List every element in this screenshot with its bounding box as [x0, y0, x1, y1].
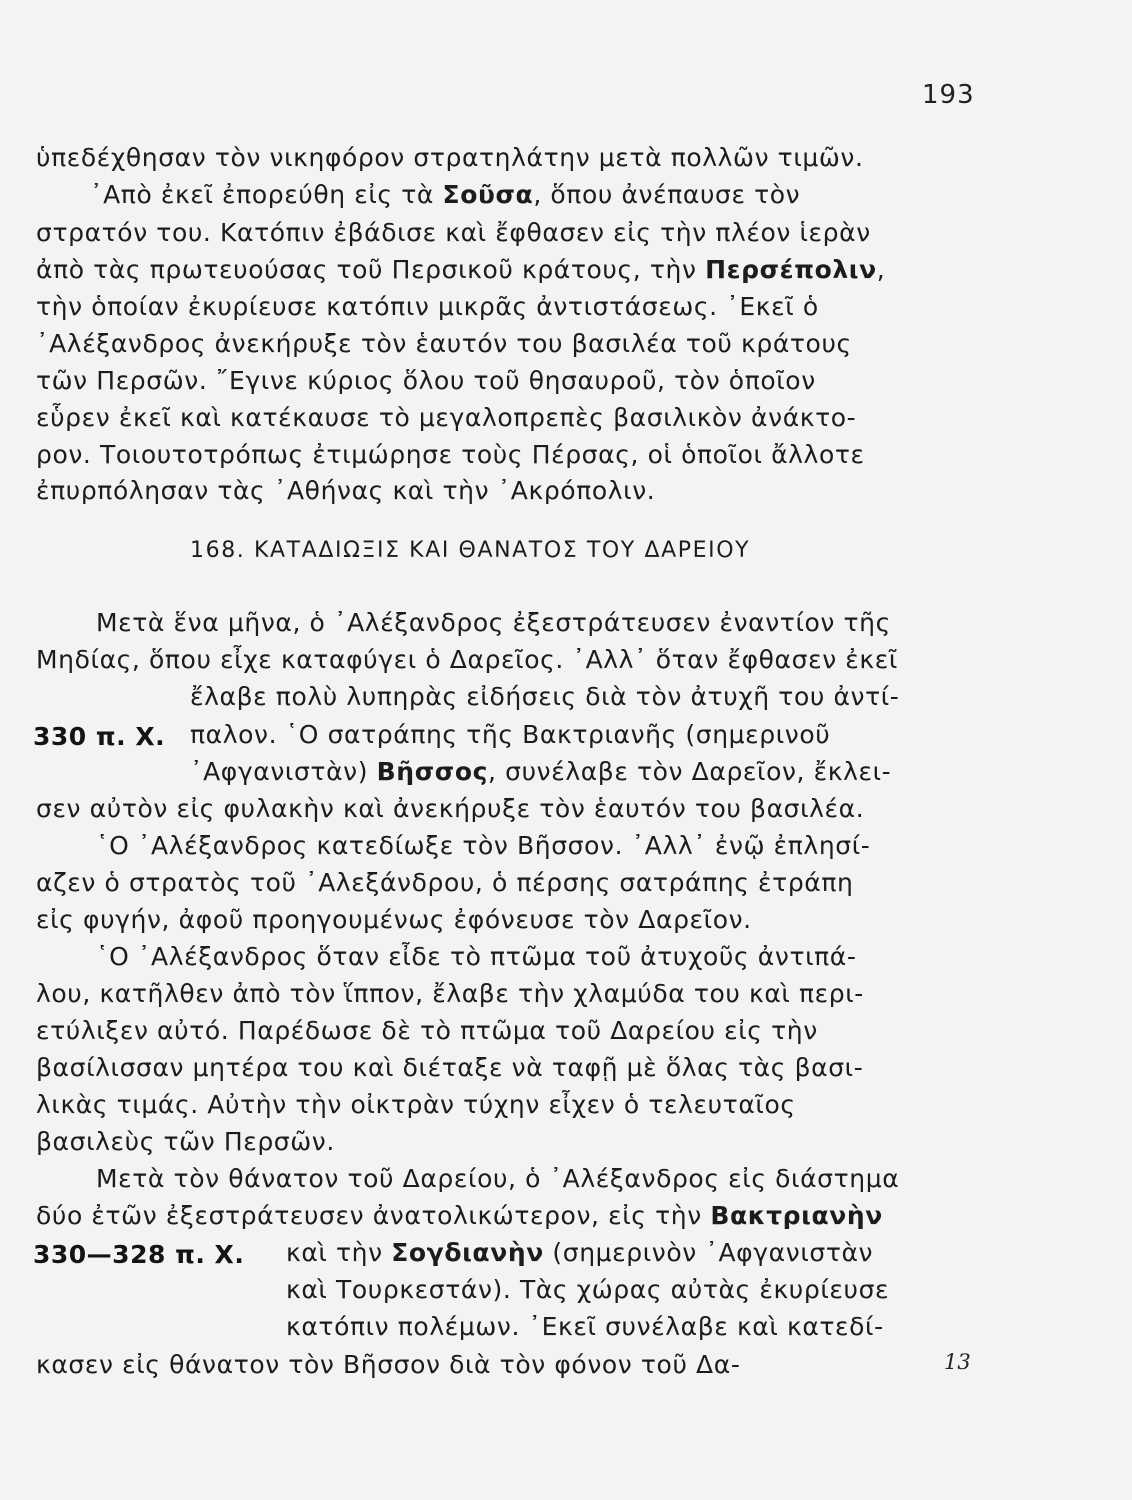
- text-run: (σημερινὸν ᾿Αφγανιστὰν: [543, 1238, 874, 1267]
- text-line: [286, 1275, 889, 1305]
- text-line: [36, 1016, 818, 1046]
- text-run: καὶ τὴν: [286, 1238, 392, 1267]
- text-run: ἐπυρπόλησαν τὰς ᾿Αθήνας καὶ τὴν ᾿Ακρόπολιν.: [36, 476, 656, 505]
- text-run: παλον. ῾Ο σατράπης τῆς Βακτριανῆς (σημερινοῦ: [190, 720, 831, 749]
- text-run: Μετὰ τὸν θάνατον τοῦ Δαρείου, ὁ ᾿Αλέξανδρος εἰς διάστημα: [96, 1164, 900, 1193]
- text-line: [36, 1350, 740, 1380]
- text-run: βασιλεὺς τῶν Περσῶν.: [36, 1127, 335, 1156]
- text-run: λου, κατῆλθεν ἀπὸ τὸν ἵππον, ἔλαβε τὴν χλαμύδα του καὶ περι-: [36, 979, 864, 1008]
- text-line: [36, 1090, 796, 1120]
- text-run: ,: [876, 255, 886, 284]
- margin-date-330-328: 330—328 π. Χ.: [33, 1240, 245, 1269]
- text-line: [190, 720, 830, 750]
- text-line: [36, 905, 752, 935]
- text-run: κασεν εἰς θάνατον τὸν Βῆσσον διὰ τὸν φόνον τοῦ Δα-: [36, 1350, 741, 1379]
- text-line: [190, 682, 899, 712]
- text-run: ἀπὸ τὰς πρωτευούσας τοῦ Περσικοῦ κράτους, τὴν: [36, 255, 706, 284]
- text-line: [96, 1164, 899, 1194]
- text-line: [36, 868, 853, 898]
- section-heading: 168. ΚΑΤΑΔΙΩΞΙΣ ΚΑΙ ΘΑΝΑΤΟΣ ΤΟΥ ΔΑΡΕΙΟΥ: [190, 538, 751, 563]
- text-run: βασίλισσαν μητέρα του καὶ διέταξε νὰ ταφῇ μὲ ὅλας τὰς βασι-: [36, 1053, 864, 1082]
- text-run: λικὰς τιμάς. Αὐτὴν τὴν οἰκτρὰν τύχην εἶχεν ὁ τελευταῖος: [36, 1090, 796, 1119]
- text-run: ᾿Αφγανιστὰν): [190, 757, 377, 786]
- text-run: αζεν ὁ στρατὸς τοῦ ᾿Αλεξάνδρου, ὁ πέρσης σατράπης ἐτράπη: [36, 868, 854, 897]
- text-run: ῾Ο ᾿Αλέξανδρος ὅταν εἶδε τὸ πτῶμα τοῦ ἀτυχοῦς ἀντιπά-: [96, 942, 857, 971]
- margin-date-330: 330 π. Χ.: [33, 722, 166, 751]
- emphasized-term: Σογδιανὴν: [391, 1238, 544, 1267]
- text-run: ρον. Τοιουτοτρόπως ἐτιμώρησε τοὺς Πέρσας, οἱ ὁποῖοι ἄλλοτε: [36, 440, 865, 469]
- text-line: [36, 292, 819, 322]
- text-line: [36, 366, 816, 396]
- text-line: [96, 608, 891, 638]
- text-line: [286, 1238, 873, 1268]
- text-run: Μηδίας, ὅπου εἶχε καταφύγει ὁ Δαρεῖος. ᾿Αλλ᾿ ὅταν ἔφθασεν ἐκεῖ: [36, 645, 898, 674]
- text-run: δύο ἐτῶν ἐξεστράτευσεν ἀνατολικώτερον, εἰς τὴν: [36, 1201, 711, 1230]
- text-line: [36, 979, 864, 1009]
- text-line: [36, 645, 898, 675]
- text-run: εὗρεν ἐκεῖ καὶ κατέκαυσε τὸ μεγαλοπρεπὲς βασιλικὸν ἀνάκτο-: [36, 403, 857, 432]
- text-line: [36, 1127, 335, 1157]
- text-run: Μετὰ ἕνα μῆνα, ὁ ᾿Αλέξανδρος ἐξεστράτευσεν ἐναντίον τῆς: [96, 608, 891, 637]
- emphasized-term: Βῆσσος: [376, 757, 489, 786]
- signature-mark: 13: [944, 1350, 971, 1374]
- text-run: ετύλιξεν αὐτό. Παρέδωσε δὲ τὸ πτῶμα τοῦ Δαρείου εἰς τὴν: [36, 1016, 818, 1045]
- text-line: [36, 476, 655, 506]
- text-line: [286, 1312, 884, 1342]
- page-number: 193: [922, 80, 975, 110]
- text-run: τῶν Περσῶν. ῎Εγινε κύριος ὅλου τοῦ θησαυροῦ, τὸν ὁποῖον: [36, 366, 816, 395]
- text-run: εἰς φυγήν, ἀφοῦ προηγουμένως ἐφόνευσε τὸν Δαρεῖον.: [36, 905, 752, 934]
- text-line: [36, 1201, 883, 1231]
- text-run: , συνέλαβε τὸν Δαρεῖον, ἔκλει-: [488, 757, 892, 786]
- text-run: , ὅπου ἀνέπαυσε τὸν: [533, 180, 801, 209]
- text-run: σεν αὐτὸν εἰς φυλακὴν καὶ ἀνεκήρυξε τὸν ἑαυτόν του βασιλέα.: [36, 794, 865, 823]
- text-line: [90, 180, 800, 210]
- text-line: [36, 218, 871, 248]
- text-line: [36, 794, 864, 824]
- text-line: [36, 255, 885, 285]
- text-run: ἔλαβε πολὺ λυπηρὰς εἰδήσεις διὰ τὸν ἀτυχῆ του ἀντί-: [190, 682, 900, 711]
- text-line: [36, 1053, 863, 1083]
- text-run: ὑπεδέχθησαν τὸν νικηφόρον στρατηλάτην μετὰ πολλῶν τιμῶν.: [36, 143, 864, 172]
- emphasized-term: Περσέπολιν: [705, 255, 877, 284]
- text-run: στρατόν του. Κατόπιν ἐβάδισε καὶ ἔφθασεν εἰς τὴν πλέον ἱερὰν: [36, 218, 871, 247]
- text-line: [36, 403, 856, 433]
- emphasized-term: Σοῦσα: [442, 180, 534, 209]
- text-run: τὴν ὁποίαν ἐκυρίευσε κατόπιν μικρᾶς ἀντιστάσεως. ᾿Εκεῖ ὁ: [36, 292, 819, 321]
- text-line: [36, 440, 865, 470]
- text-line: [190, 757, 891, 787]
- text-line: [36, 143, 864, 173]
- text-run: ᾿Αλέξανδρος ἀνεκήρυξε τὸν ἑαυτόν του βασιλέα τοῦ κράτους: [36, 329, 852, 358]
- emphasized-term: Βακτριανὴν: [710, 1201, 883, 1230]
- text-run: καὶ Τουρκεστάν). Τὰς χώρας αὐτὰς ἐκυρίευσε: [286, 1275, 890, 1304]
- text-line: [36, 329, 852, 359]
- text-run: κατόπιν πολέμων. ᾿Εκεῖ συνέλαβε καὶ κατεδί-: [286, 1312, 884, 1341]
- text-line: [96, 831, 870, 861]
- text-run: ᾿Απὸ ἐκεῖ ἐπορεύθη εἰς τὰ: [90, 180, 443, 209]
- text-run: ῾Ο ᾿Αλέξανδρος κατεδίωξε τὸν Βῆσσον. ᾿Αλλ᾿ ἐνῷ ἐπλησί-: [96, 831, 871, 860]
- text-line: [96, 942, 857, 972]
